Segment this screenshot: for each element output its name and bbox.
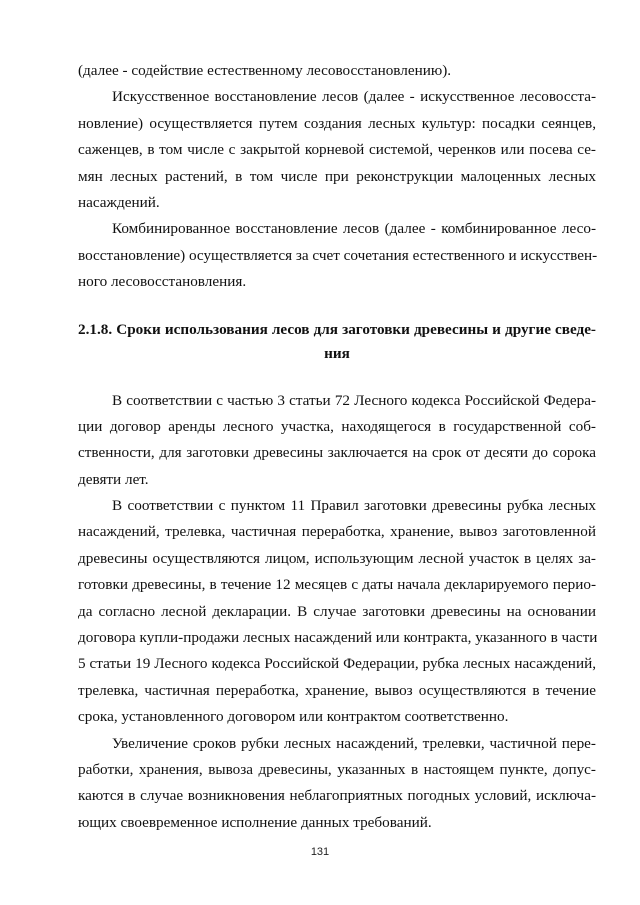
text-line: насаждений, трелевка, частичная переработка, хранение, вывоз заготовленной xyxy=(78,523,596,541)
page-number: 131 xyxy=(310,846,330,858)
text-line: В соответствии с пунктом 11 Правил заготовки древесины рубка лесных xyxy=(112,497,596,515)
text-line: готовки древесины, в течение 12 месяцев с даты начала декларируемого перио- xyxy=(78,576,596,594)
text-line: мян лесных растений, в том числе при реконструкции малоценных лесных xyxy=(78,167,596,185)
paragraph-term-extension xyxy=(78,731,596,837)
paragraph-artificial-regeneration xyxy=(78,84,596,216)
document-page xyxy=(78,58,596,836)
text-line: ного лесовосстановления. xyxy=(78,273,247,291)
text-line: новление) осуществляется путем создания лесных культур: посадки сеянцев, xyxy=(78,114,596,132)
text-line: договора купли-продажи лесных насаждений или контракта, указанного в части xyxy=(78,629,598,647)
text-line: саженцев, в том числе с закрытой корневой системой, черенков или посева се- xyxy=(78,141,596,159)
text-line: ющих своевременное исполнение данных требований. xyxy=(78,813,432,831)
text-line: девяти лет. xyxy=(78,470,149,488)
text-line: Увеличение сроков рубки лесных насаждений, трелевки, частичной пере- xyxy=(112,734,596,752)
paragraph-combined-regeneration xyxy=(78,216,596,295)
text-line: насаждений. xyxy=(78,193,160,211)
heading-line: ния xyxy=(324,344,350,362)
text-line: ции договор аренды лесного участка, находящегося в государственной соб- xyxy=(78,417,596,435)
text-line: Комбинированное восстановление лесов (далее - комбинированное лесо- xyxy=(112,220,596,238)
text-line: срока, установленного договором или контрактом соответственно. xyxy=(78,708,509,726)
text-line: работки, хранения, вывоза древесины, указанных в настоящем пункте, допус- xyxy=(78,760,596,778)
text-line: да согласно лесной декларации. В случае заготовки древесины на основании xyxy=(78,602,596,620)
spacer xyxy=(78,366,596,388)
heading-line: 2.1.8. Сроки использования лесов для заготовки древесины и другие сведе- xyxy=(78,320,596,338)
text-line: 5 статьи 19 Лесного кодекса Российской Федерации, рубка лесных насаждений, xyxy=(78,655,596,673)
text-line: трелевка, частичная переработка, хранение, вывоз осуществляются в течение xyxy=(78,681,596,699)
text-line: древесины осуществляются лицом, использующим лесной участок в целях за- xyxy=(78,549,596,567)
text-line: Искусственное восстановление лесов (далее - искусственное лесовосста- xyxy=(112,88,596,106)
text-line: ственности, для заготовки древесины заключается на срок от десяти до сорока xyxy=(78,444,596,462)
paragraph-natural-regeneration-end xyxy=(78,58,596,84)
paragraph-harvesting-rules xyxy=(78,493,596,731)
text-line: восстановление) осуществляется за счет сочетания естественного и искусствен- xyxy=(78,246,598,264)
text-line: (далее - содействие естественному лесовосстановлению). xyxy=(78,62,452,79)
section-heading xyxy=(78,318,596,366)
paragraph-lease-term xyxy=(78,388,596,494)
text-line: каются в случае возникновения неблагоприятных погодных условий, исключа- xyxy=(78,787,596,805)
text-line: В соответствии с частью 3 статьи 72 Лесного кодекса Российской Федера- xyxy=(112,391,596,409)
